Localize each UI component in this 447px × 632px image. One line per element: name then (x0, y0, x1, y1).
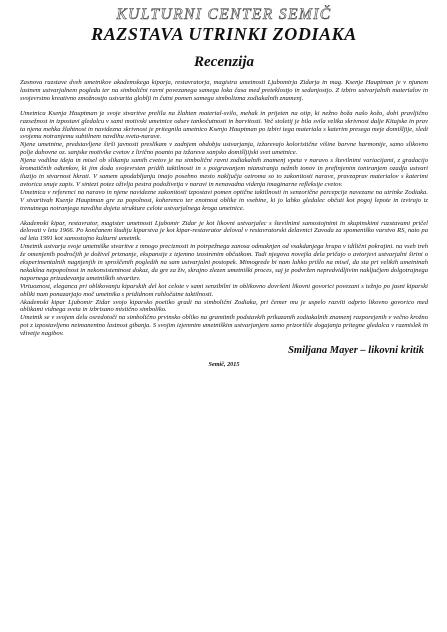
hauptman-block (20, 110, 428, 213)
review-body (20, 79, 428, 338)
paragraph: Akademski kipar, restavrator, magister umetnosti Ljubomir Zidar je kot likovni ustvarjalec s številnimi samostojnimi in skupinskimi razstavami pričel delovati v letu 1966. Po končanem študiju kiparstva je kot kipar-restavrator deloval v restavratorski delavnici Zavoda za spomeniško varstvo RS, nato pa od leta 1991 kot samostojno kulturni umetnik. (20, 219, 428, 243)
exhibition-title: RAZSTAVA UTRINKI ZODIAKA (91, 24, 357, 44)
paragraph: Umetnica Ksenja Hauptman je svoje stvaritve prelila na žlahten material-svilo, mehak in prijeten na otip, ki nežno boža našo kožo, dobi pravljično razsežnost in izpostavi gledalcu v sami motivski umetnice odsev tankočutnosti in barvitosti. Več stoletij je bila svila velika skrivnost dalje Kitajske in prav ta njena mehka žlahtnost in navidezna skrivnost je pritegnila umetnico Ksenjo Hauptman po izbiri tega materiala s katerim presega meje domišljije, sledi svojemu notranjemu subtilnem navdihu sveta-narave. (20, 109, 428, 141)
intro-block (20, 79, 428, 103)
paragraph: Virtuoznost, eleganca pri oblikovanju kiparskih del kot celote v sami senzibilni in oblikovno dovršeni likovni govorici povezani s težnjo po jasni kiparski obliki nam ponazarjajo moč umetnika s prididnom rahločutne taktilnosti. (20, 282, 428, 298)
paragraph: Akademski kipar Ljubomir Zidar svojo kiparsko poetiko gradi na simbolični Zodiaka, pri čemer mu je uspelo razviti odprto likovno govorico med oblikami vidnega sveta in izbrisano mistično simboliko. (20, 298, 428, 314)
document-subtitle: Recenzija (194, 54, 254, 70)
paragraph: Njena vodilna ideja in misel ob slikanju samih cvetov je na simbolični ravni zodiakalnih znamenj vpeta v naravo s številnimi variacijami, z gradacijo kromatičnih odtenkov, ki jim doda svojevrsten pridih taktilnosti in s poigravanjem niansiranja nežnih tonov in prefinjenim toniranjem ozadja ustvari iluzijo in stvarnost hkrati. V samem upodabljanju imajo posebno mesto naključja oziroma so to zakonitosti narave, pravzaprav materialov s katerimi avtorica snuje zapis. V sintezi potez oživlja pestra podoživetja v naravi in nenavadna videnja imaginarne refleksije cvetov. (20, 157, 428, 188)
paragraph: Umetnik se v svojem delu osredotoči na simbolično prvinsko obliko na gramitnih podstavkih prikazanih zodiakalnih znamenj razporejenih v večno krožno pot z izpostavljeno neimanentno lastnost gibanja. S svojim izjemnim umetniškim ustvarjanjem samo prizorišče dogajanja pritegne gledalca v razmislek in vživetje nagibov. (20, 314, 428, 338)
zidar-block (20, 220, 428, 339)
paragraph: Njene umetnine, predstavljene širši javnosti preslikam v zadnjem obdobju ustvarjanja, izžarevajo koloristične višine barvne harmonije, samo slikovno polje duhovne oz. sanjske motivike cvetov z lirično poanto pa izžareva sanjsko domišljijski svet umetnice. (20, 141, 428, 157)
organization-name: KULTURNI CENTER SEMIČ (116, 6, 332, 23)
place-date: Semič, 2015 (208, 361, 240, 369)
paragraph: Umetnica v referenci na naravo in njene navidezne zakonitosti izpostavi pomen optične taktilnosti in senzorične percepcije navezane na utrinke Zodiaka. V stvaritvah Ksenje Hauptman gre za popolnost, koherenco ter enotnost oblike in vsebine, ki jo lahko gledalec občuti kot pogoj lepote in izvirajo iz trenutnega notranjega navdiha dojeta strukture celote ustvarjalnega kroga umetnice. (20, 188, 428, 212)
author-signature: Smiljana Mayer – likovni kritik (288, 345, 424, 357)
paragraph: Umetnik ustvarja svoje umetniške stvaritve z mnogo preciznosti in potrpežnega zanosa odmaknjen od vsakdanjega hrupa v idilični pokrajini. na vseh treh že omenjenih področjih je doživel priznanje, ekspansije z izjemno izostrenim občutkom. Tudi njegova novejša dela pričajo o avtorjevi ustvarjalni širini o eksperimentalnih nagnjenjih in sproščenih pogledih na sam ustvarjalni postopek. Mimogrede bi nam lahko prišlo na misel, da sta pri velikih umetninah nekakšna nepopolnost in nekonsistentnost dokaz, da gre za živ, skrajno zlezen umetniški proces, saj je podvržen nepredvidljivim naključjem dolgotrajnega napornega prizadevanja umetniških stvaritev. (20, 243, 428, 282)
paragraph: Zasnova razstave dveh umetnikov akademskega kiparja, restavratorja, magistra umetnosti Ljubomirja Zidarja in mag. Ksenje Hauptman je v njunem lastnem ustvarjalnem pogledu ter na simbolični ravni povezanega samega loka časa med preteklostjo in sedanjostjo. Z izbiro ustvarjalnih materialov in svojevrstno kreativno zmožnostjo ustvarita globlji in čutni pomen samega simbolizma zodiakalnih znamenj. (20, 79, 428, 102)
